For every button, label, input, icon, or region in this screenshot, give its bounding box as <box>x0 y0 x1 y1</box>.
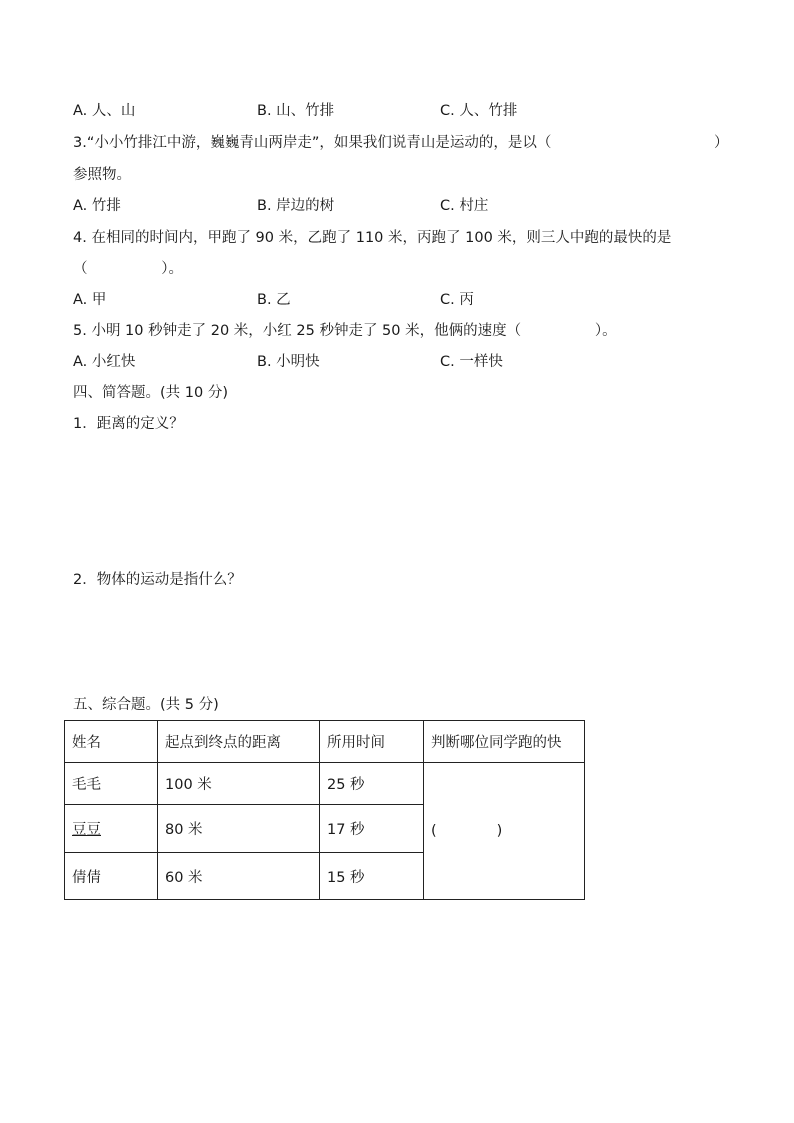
section4-title: 四、简答题。(共 10 分) <box>73 385 228 401</box>
header-distance: 起点到终点的距离 <box>158 721 320 763</box>
q5-option-c: C. 一样快 <box>440 354 503 370</box>
q3-stem-close: ） <box>714 135 729 151</box>
table-header-row <box>65 721 585 763</box>
cell-distance: 60 米 <box>158 853 320 900</box>
answer-cell[interactable] <box>424 763 585 900</box>
cell-name: 毛毛 <box>65 763 158 805</box>
q5-option-a: A. 小红快 <box>73 354 136 370</box>
q4-stem-line2: （ ）。 <box>73 261 183 277</box>
q3-option-a: A. 竹排 <box>73 198 121 214</box>
q2-option-a: A. 人、山 <box>73 103 136 119</box>
header-name: 姓名 <box>65 721 158 763</box>
answer-blank[interactable]: ( ) <box>431 823 503 839</box>
q3-option-b: B. 岸边的树 <box>257 198 335 214</box>
header-judgement: 判断哪位同学跑的快 <box>424 721 585 763</box>
speed-table <box>64 720 585 900</box>
cell-distance: 80 米 <box>158 805 320 853</box>
cell-name <box>65 805 158 853</box>
cell-time: 15 秒 <box>320 853 424 900</box>
header-time: 所用时间 <box>320 721 424 763</box>
q5-stem: 5. 小明 10 秒钟走了 20 米，小红 25 秒钟走了 50 米，他俩的速度（ ）。 <box>73 323 617 339</box>
cell-time: 17 秒 <box>320 805 424 853</box>
section4-question-2: 2．物体的运动是指什么？ <box>73 572 242 588</box>
q5-option-b: B. 小明快 <box>257 354 320 370</box>
cell-distance: 100 米 <box>158 763 320 805</box>
q3-stem-line1: 3.“小小竹排江中游，巍巍青山两岸走”，如果我们说青山是运动的，是以（ <box>73 135 552 151</box>
q2-option-c: C. 人、竹排 <box>440 103 518 119</box>
section5-title: 五、综合题。(共 5 分) <box>73 697 219 713</box>
q3-stem-line2: 参照物。 <box>73 167 131 183</box>
cell-name-text: 豆豆 <box>72 822 101 838</box>
q3-option-c: C. 村庄 <box>440 198 489 214</box>
q4-option-a: A. 甲 <box>73 292 107 308</box>
section4-question-1: 1．距离的定义？ <box>73 416 184 432</box>
q4-stem-line1: 4. 在相同的时间内，甲跑了 90 米，乙跑了 110 米，丙跑了 100 米，则三人中跑的最快的是 <box>73 230 672 246</box>
cell-name: 倩倩 <box>65 853 158 900</box>
table-row <box>65 763 585 805</box>
q2-option-b: B. 山、竹排 <box>257 103 335 119</box>
q4-option-c: C. 丙 <box>440 292 474 308</box>
q4-option-b: B. 乙 <box>257 292 291 308</box>
cell-time: 25 秒 <box>320 763 424 805</box>
